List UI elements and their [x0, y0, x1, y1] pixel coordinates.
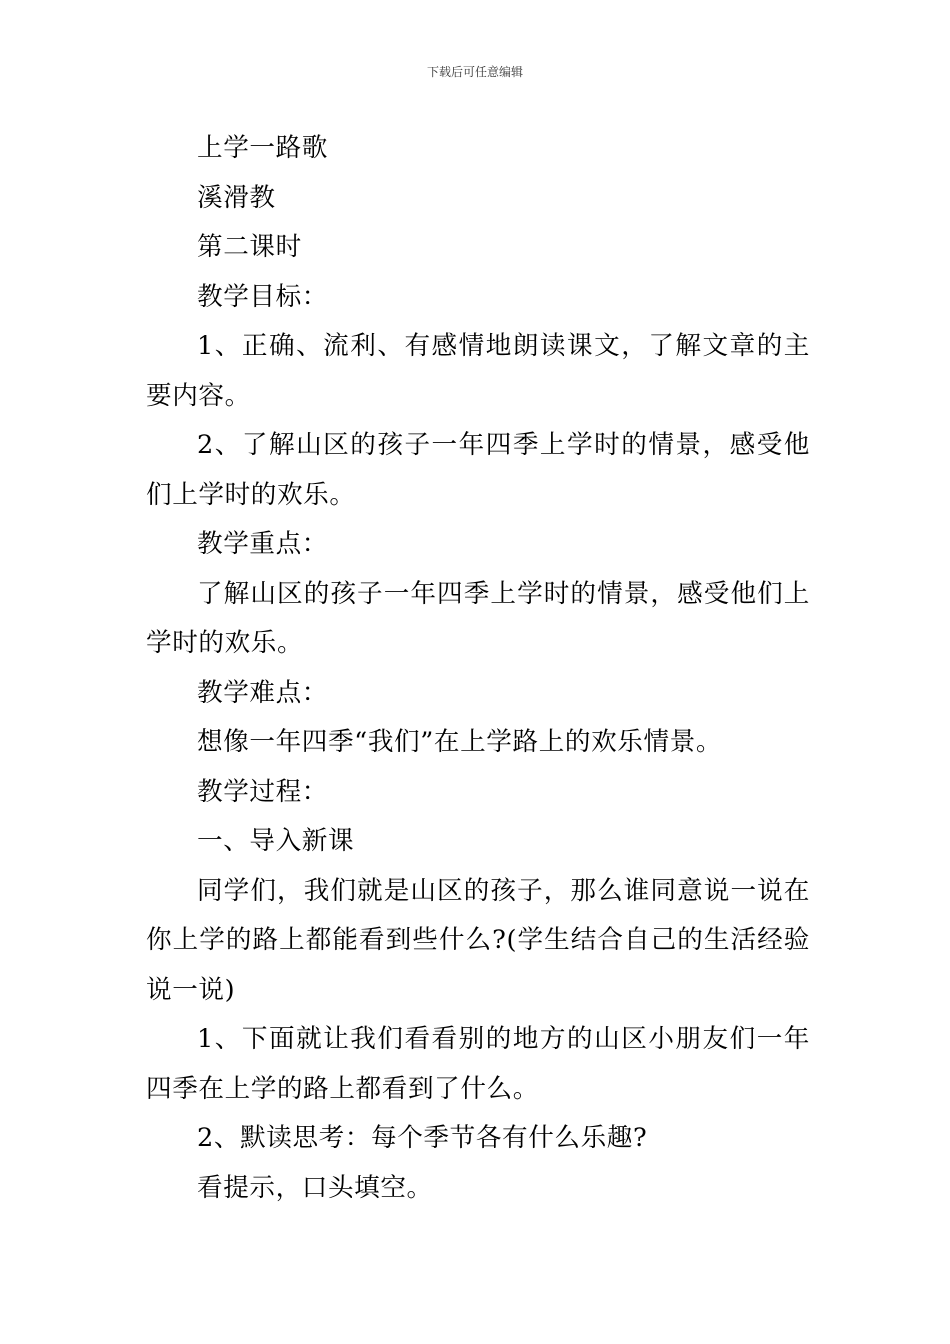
- document-body: [146, 124, 810, 1213]
- difficulty-text: 想像一年四季“我们”在上学路上的欢乐情景。: [197, 727, 723, 757]
- key-point-text: 了解山区的孩子一年四季上学时的情景，感受他们上学时的欢乐。: [146, 578, 810, 658]
- objective-item-1: 1、正确、流利、有感情地朗读课文，了解文章的主要内容。: [146, 331, 810, 411]
- process-step-heading: 一、导入新课: [197, 826, 355, 856]
- lesson-title: 上学一路歌: [197, 133, 328, 163]
- section-heading-objectives: 教学目标：: [197, 281, 328, 312]
- section-heading-key-points: 教学重点：: [197, 529, 328, 559]
- process-intro-paragraph: 同学们，我们就是山区的孩子，那么谁同意说一说在你上学的路上都能看到些什么?(学生结合自己的生活经验说一说): [146, 875, 810, 1005]
- objective-item-2: 2、了解山区的孩子一年四季上学时的情景，感受他们上学时的欢乐。: [146, 430, 810, 510]
- section-heading-difficulties: 教学难点：: [197, 677, 328, 708]
- process-hint: 看提示，口头填空。: [197, 1172, 433, 1203]
- process-item-1: 1、下面就让我们看看别的地方的山区小朋友们一年四季在上学的路上都看到了什么。: [146, 1024, 810, 1104]
- process-item-2: 2、默读思考：每个季节各有什么乐趣?: [197, 1123, 648, 1153]
- page-header: 下载后可任意编辑: [426, 65, 523, 79]
- author-line: 溪滑教: [197, 182, 276, 213]
- section-heading-process: 教学过程：: [197, 776, 328, 807]
- lesson-period: 第二课时: [197, 232, 302, 262]
